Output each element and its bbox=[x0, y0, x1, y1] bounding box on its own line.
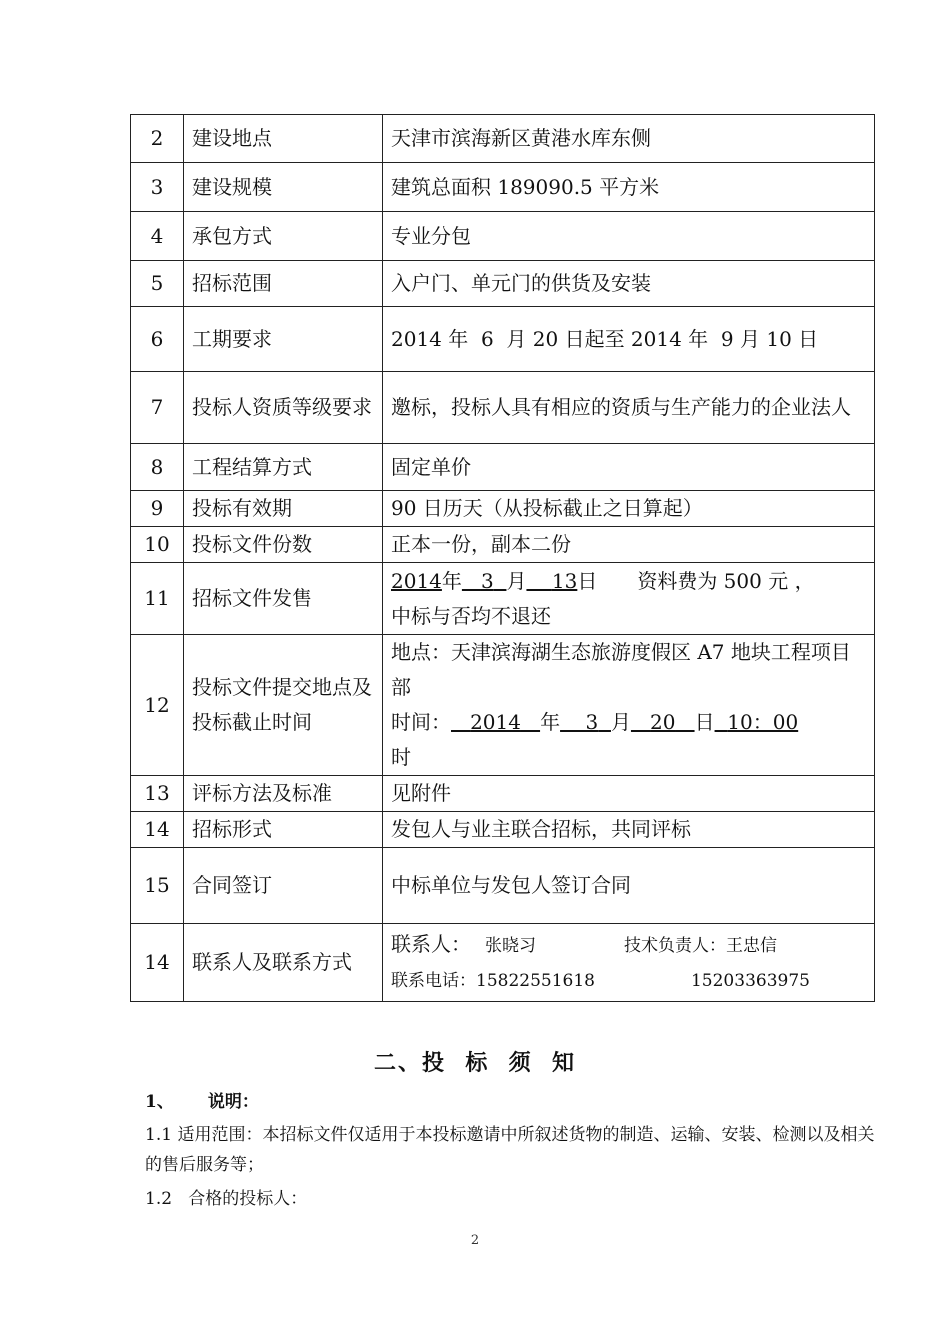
deadline-month: 3 bbox=[585, 710, 599, 734]
row-item: 投标文件提交地点及投标截止时间 bbox=[184, 635, 383, 776]
row-value: 中标单位与发包人签订合同 bbox=[383, 848, 875, 924]
row-item: 招标范围 bbox=[184, 261, 383, 307]
row-item: 建设地点 bbox=[184, 115, 383, 163]
row-number: 3 bbox=[131, 163, 184, 212]
table-row bbox=[131, 261, 875, 307]
table-row bbox=[131, 163, 875, 212]
deadline-month-wrap bbox=[560, 710, 611, 734]
contact-cell bbox=[383, 924, 875, 1002]
row-item: 投标文件份数 bbox=[184, 527, 383, 563]
row-item: 建设规模 bbox=[184, 163, 383, 212]
row-number: 4 bbox=[131, 212, 184, 261]
page-number: 2 bbox=[470, 1233, 480, 1248]
row-value: 专业分包 bbox=[383, 212, 875, 261]
row-item: 招标形式 bbox=[184, 812, 383, 848]
row-number: 9 bbox=[131, 491, 184, 527]
row-item: 评标方法及标准 bbox=[184, 776, 383, 812]
phone-line bbox=[391, 964, 866, 999]
deadline-year-wrap bbox=[451, 710, 540, 734]
table-row bbox=[131, 848, 875, 924]
paragraph-scope: 1.1 适用范围：本招标文件仅适用于本投标邀请中所叙述货物的制造、运输、安装、检测以及相关的售后服务等； bbox=[145, 1125, 875, 1175]
row-number: 14 bbox=[131, 924, 184, 1002]
sale-day: 13 bbox=[551, 568, 578, 593]
row-number: 15 bbox=[131, 848, 184, 924]
table-row bbox=[131, 563, 875, 635]
row-value: 90 日历天（从投标截止之日算起） bbox=[383, 491, 875, 527]
row-number: 11 bbox=[131, 563, 184, 635]
heading-text: 说明： bbox=[207, 1092, 259, 1112]
row-value: 正本一份，副本二份 bbox=[383, 527, 875, 563]
table-row bbox=[131, 527, 875, 563]
day-unit: 日 bbox=[577, 568, 598, 593]
phone-2: 15203363975 bbox=[690, 970, 810, 991]
row-number: 13 bbox=[131, 776, 184, 812]
sale-year: 2014 bbox=[391, 568, 442, 593]
contact-label: 联系人： bbox=[391, 931, 471, 956]
tech-label: 技术负责人： bbox=[624, 935, 726, 956]
deadline-year: 2014 bbox=[470, 710, 521, 734]
month-unit: 月 bbox=[506, 568, 527, 593]
contact-name: 张晓习 bbox=[485, 935, 536, 956]
sale-day-wrap bbox=[526, 569, 577, 593]
table-row bbox=[131, 776, 875, 812]
year-unit: 年 bbox=[540, 710, 561, 734]
day-unit: 日 bbox=[694, 710, 715, 734]
table-row bbox=[131, 812, 875, 848]
table-row bbox=[131, 307, 875, 372]
sale-date-line bbox=[391, 564, 866, 599]
row-value: 邀标，投标人具有相应的资质与生产能力的企业法人 bbox=[383, 372, 875, 444]
row-number: 7 bbox=[131, 372, 184, 444]
row-item: 投标人资质等级要求 bbox=[184, 372, 383, 444]
year-unit: 年 bbox=[441, 568, 462, 593]
submission-cell bbox=[383, 635, 875, 776]
row-number: 5 bbox=[131, 261, 184, 307]
deadline-day-wrap bbox=[631, 710, 695, 734]
deadline-clock: 10：00 bbox=[727, 710, 799, 734]
sale-month: 3 bbox=[480, 568, 494, 593]
sale-month-wrap bbox=[462, 569, 507, 593]
row-value: 建筑总面积 189090.5 平方米 bbox=[383, 163, 875, 212]
deadline-day: 20 bbox=[650, 710, 676, 734]
section-heading bbox=[145, 1087, 875, 1117]
row-item: 工程结算方式 bbox=[184, 444, 383, 491]
row-item: 联系人及联系方式 bbox=[184, 924, 383, 1002]
row-number: 6 bbox=[131, 307, 184, 372]
row-value: 天津市滨海新区黄港水库东侧 bbox=[383, 115, 875, 163]
row-value: 见附件 bbox=[383, 776, 875, 812]
row-number: 10 bbox=[131, 527, 184, 563]
sale-fee: 资料费为 500 元 ， bbox=[637, 568, 815, 593]
table-row bbox=[131, 444, 875, 491]
row-number: 12 bbox=[131, 635, 184, 776]
table-row bbox=[131, 115, 875, 163]
sale-date-cell bbox=[383, 563, 875, 635]
row-value: 入户门、单元门的供货及安装 bbox=[383, 261, 875, 307]
row-value: 发包人与业主联合招标，共同评标 bbox=[383, 812, 875, 848]
table-row bbox=[131, 491, 875, 527]
row-number: 8 bbox=[131, 444, 184, 491]
time-suffix: 时 bbox=[391, 745, 411, 769]
row-value: 2014 年 6 月 20 日起至 2014 年 9 月 10 日 bbox=[383, 307, 875, 372]
sale-note: 中标与否均不退还 bbox=[391, 603, 551, 628]
bid-info-table bbox=[130, 114, 875, 1002]
contact-line bbox=[391, 927, 866, 964]
row-item: 招标文件发售 bbox=[184, 563, 383, 635]
table-row bbox=[131, 635, 875, 776]
submission-time-line bbox=[391, 705, 866, 740]
time-label: 时间： bbox=[391, 710, 451, 734]
heading-number: 1、 bbox=[145, 1092, 174, 1112]
section-title: 二、投 标 须 知 bbox=[374, 1050, 576, 1076]
deadline-clock-wrap bbox=[715, 710, 799, 734]
table-row bbox=[131, 372, 875, 444]
month-unit: 月 bbox=[610, 710, 631, 734]
row-item: 承包方式 bbox=[184, 212, 383, 261]
phone-1: 15822551618 bbox=[476, 970, 595, 991]
tech-name: 王忠信 bbox=[726, 935, 777, 956]
paragraph-qualified-bidder: 1.2 合格的投标人： bbox=[145, 1189, 308, 1209]
row-item: 合同签订 bbox=[184, 848, 383, 924]
row-value: 固定单价 bbox=[383, 444, 875, 491]
row-number: 2 bbox=[131, 115, 184, 163]
table-row bbox=[131, 924, 875, 1002]
submission-place: 地点：天津滨海湖生态旅游度假区 A7 地块工程项目部 bbox=[391, 640, 851, 699]
row-item: 投标有效期 bbox=[184, 491, 383, 527]
table-row bbox=[131, 212, 875, 261]
row-item: 工期要求 bbox=[184, 307, 383, 372]
row-number: 14 bbox=[131, 812, 184, 848]
phone-label: 联系电话： bbox=[391, 970, 476, 991]
